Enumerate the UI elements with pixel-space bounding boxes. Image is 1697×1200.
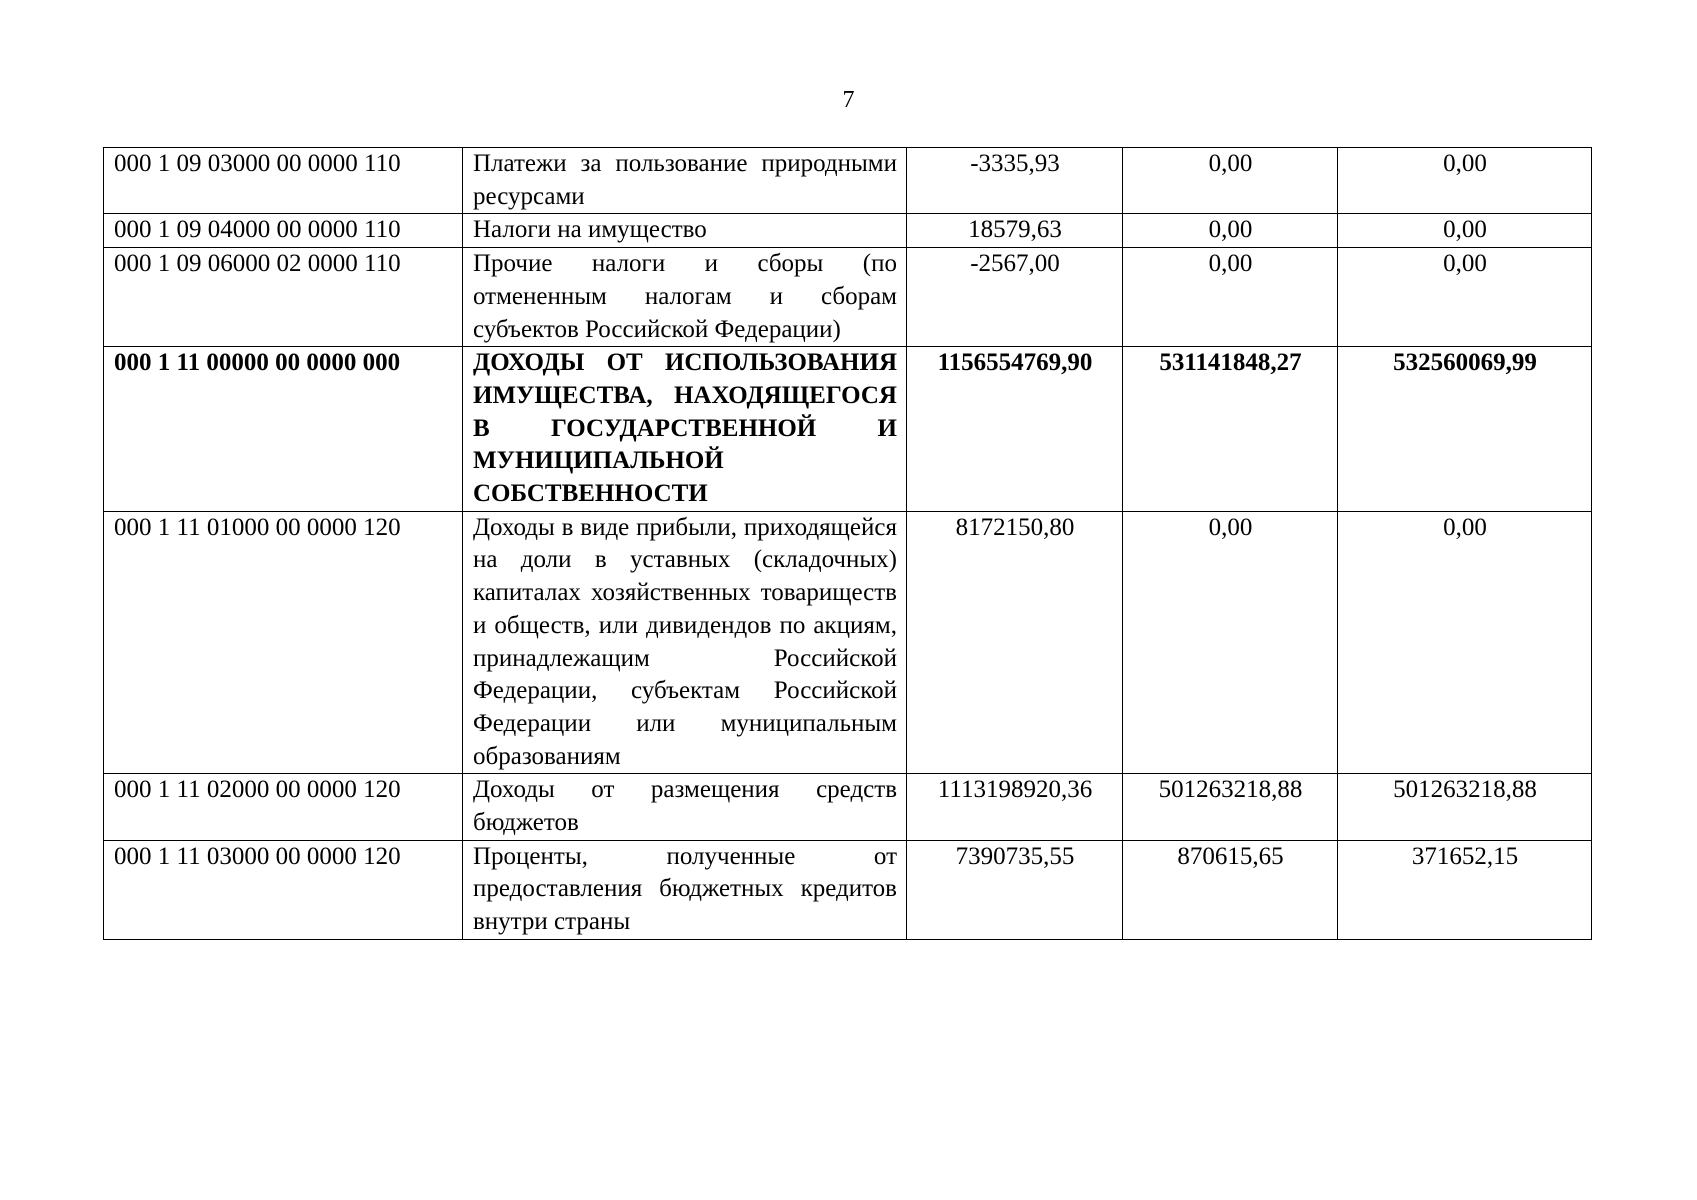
amount-3: 0,00: [1338, 148, 1592, 214]
budget-revenue-table: [103, 147, 1592, 940]
amount-2: 870615,65: [1123, 840, 1338, 939]
amount-3: 0,00: [1338, 214, 1592, 248]
classification-code: 000 1 11 03000 00 0000 120: [104, 840, 463, 939]
revenue-name: Платежи за пользование природными ресурсами: [463, 148, 907, 214]
amount-3: 501263218,88: [1338, 774, 1592, 840]
revenue-name: ДОХОДЫ ОТ ИСПОЛЬЗОВАНИЯ ИМУЩЕСТВА, НАХОДЯЩЕГОСЯ В ГОСУДАРСТВЕННОЙ И МУНИЦИПАЛЬНОЙ СОБСТВЕННОСТИ: [463, 347, 907, 512]
amount-2: 0,00: [1123, 214, 1338, 248]
amount-3: 371652,15: [1338, 840, 1592, 939]
amount-1: -3335,93: [907, 148, 1123, 214]
classification-code: 000 1 11 01000 00 0000 120: [104, 511, 463, 774]
classification-code: 000 1 09 03000 00 0000 110: [104, 148, 463, 214]
amount-2: 0,00: [1123, 511, 1338, 774]
amount-1: 1113198920,36: [907, 774, 1123, 840]
amount-1: 1156554769,90: [907, 347, 1123, 512]
page-number: 7: [842, 87, 855, 113]
amount-1: -2567,00: [907, 248, 1123, 347]
amount-3: 0,00: [1338, 511, 1592, 774]
table-row: [104, 840, 1592, 939]
revenue-name: Прочие налоги и сборы (по отмененным налогам и сборам субъектов Российской Федерации): [463, 248, 907, 347]
amount-3: 0,00: [1338, 248, 1592, 347]
amount-1: 8172150,80: [907, 511, 1123, 774]
table-row-section-total: [104, 347, 1592, 512]
table-row: [104, 774, 1592, 840]
table-row: [104, 148, 1592, 214]
amount-2: 531141848,27: [1123, 347, 1338, 512]
table-row: [104, 214, 1592, 248]
revenue-name: Доходы от размещения средств бюджетов: [463, 774, 907, 840]
revenue-name: Налоги на имущество: [463, 214, 907, 248]
classification-code: 000 1 11 00000 00 0000 000: [104, 347, 463, 512]
amount-2: 0,00: [1123, 148, 1338, 214]
amount-1: 18579,63: [907, 214, 1123, 248]
amount-3: 532560069,99: [1338, 347, 1592, 512]
amount-2: 0,00: [1123, 248, 1338, 347]
revenue-name: Доходы в виде прибыли, приходящейся на доли в уставных (складочных) капиталах хозяйственных товариществ и обществ, или дивидендов по акциям, принадлежащим Российской Федерации, субъектам Российской Федерации или муниципальным образованиям: [463, 511, 907, 774]
amount-2: 501263218,88: [1123, 774, 1338, 840]
amount-1: 7390735,55: [907, 840, 1123, 939]
table-row: [104, 511, 1592, 774]
classification-code: 000 1 09 06000 02 0000 110: [104, 248, 463, 347]
table-row: [104, 248, 1592, 347]
classification-code: 000 1 11 02000 00 0000 120: [104, 774, 463, 840]
revenue-name: Проценты, полученные от предоставления бюджетных кредитов внутри страны: [463, 840, 907, 939]
classification-code: 000 1 09 04000 00 0000 110: [104, 214, 463, 248]
